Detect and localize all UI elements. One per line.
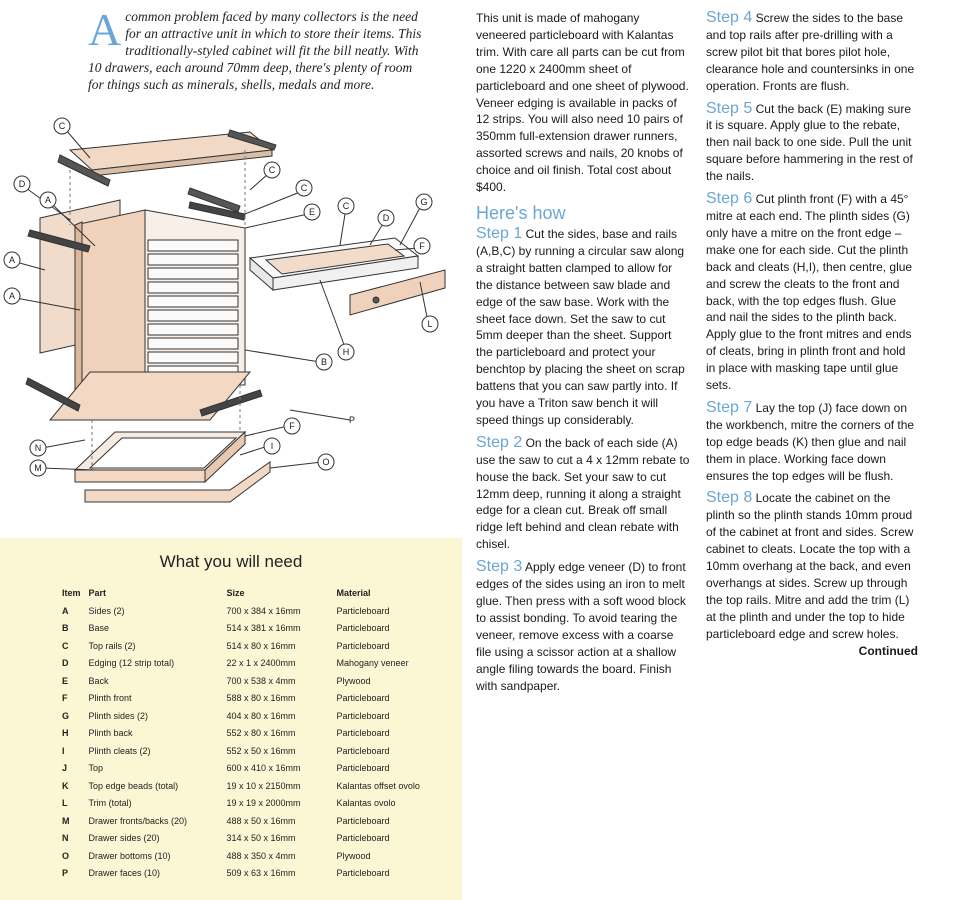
parts-table-header: [58, 586, 424, 602]
continued-label: Continued: [858, 643, 918, 658]
materials-intro: This unit is made of mahogany veneered particleboard with Kalantas trim. With care all parts can be cut from one 1220 x 2400mm sheet of particleboard and one sheet of plywood. Veneer edging is available in packs of 12 strips. You will also need 10 pairs of 350mm full-extension drawer runners, assorted screws and nails, 20 knobs of choice and oil finish. Total cost about $400.: [476, 11, 689, 195]
parts-cell-item: O: [62, 850, 70, 861]
step-7-label: Step 7: [706, 398, 753, 416]
parts-cell-part: Top rails (2): [88, 640, 136, 651]
parts-cell-size: 488 x 350 x 4mm: [226, 850, 296, 861]
step-6-label: Step 6: [706, 190, 753, 208]
parts-cell-item: I: [62, 745, 65, 756]
callout-label: A: [8, 255, 16, 265]
parts-cell-part: Top: [88, 763, 104, 774]
parts-cell-size: 552 x 80 x 16mm: [226, 728, 296, 739]
parts-row: [58, 707, 424, 725]
parts-cell-size: 19 x 19 x 2000mm: [226, 798, 301, 809]
callout-label: F: [289, 421, 295, 431]
header-material: Material: [336, 587, 371, 598]
callout-label: D: [18, 179, 26, 189]
callout-label: A: [8, 291, 16, 301]
parts-cell-material: Particleboard: [336, 833, 390, 844]
callout-label: N: [34, 443, 42, 453]
callout-label: I: [270, 441, 274, 451]
step-8-text: Locate the cabinet on the plinth so the plinth stands 10mm proud of the cabinet at front and sides. Screw cabinet to cleats. Locate the top with a 10mm overhang at the back, and even overhangs at sides. Screw up through the top rails. Mitre and add the trim (L) at the plinth and under the top to hide particleboard edge and screw holes.: [706, 491, 914, 641]
parts-cell-item: P: [62, 868, 69, 879]
parts-cell-material: Particleboard: [336, 815, 390, 826]
step-4-text: Screw the sides to the base and top rails after pre-drilling with a screw pilot bit that bores pilot hole, clearance hole and countersinks in one operation. Fronts are flush.: [706, 11, 915, 93]
step-2: [476, 435, 690, 553]
step-6-text: Cut plinth front (F) with a 45° mitre at each end. The plinth sides (G) only have a mitre on the front edge – make one for each side. Cut the plinth back and cleats (H,I), then centre, glue and screw the cleats to the front and back, with the top edges flush. Glue and nail the sides to the plinth back. Apply glue to the front mitres and ends of cleats, bring in plinth front and hold in place with masking tape until glue sets.: [706, 192, 913, 393]
step-8: [706, 489, 918, 658]
parts-cell-item: N: [62, 833, 69, 844]
step-1: [476, 226, 690, 429]
parts-row: [58, 795, 424, 813]
parts-cell-material: Plywood: [336, 850, 371, 861]
callout-label: M: [34, 463, 42, 473]
parts-cell-size: 552 x 50 x 16mm: [226, 745, 296, 756]
callout-label: L: [427, 319, 433, 329]
step-5: [706, 101, 918, 186]
parts-cell-item: D: [62, 658, 69, 669]
parts-cell-size: 588 x 80 x 16mm: [226, 693, 296, 704]
step-3: [476, 559, 690, 694]
parts-cell-item: C: [62, 640, 69, 651]
parts-cell-item: J: [62, 763, 68, 774]
header-size: Size: [226, 587, 245, 598]
materials-title: What you will need: [159, 552, 303, 571]
step-4-label: Step 4: [706, 9, 753, 26]
callout-label: B: [320, 357, 328, 367]
callout-label: C: [268, 165, 276, 175]
parts-row: [58, 742, 424, 760]
parts-cell-part: Back: [88, 675, 109, 686]
callout-label: A: [44, 195, 52, 205]
parts-cell-item: K: [62, 780, 69, 791]
heres-how-heading: Here's how: [476, 202, 566, 223]
parts-cell-size: 509 x 63 x 16mm: [226, 868, 296, 879]
step-2-label: Step 2: [476, 433, 523, 451]
parts-cell-material: Particleboard: [336, 868, 390, 879]
step-3-text: Apply edge veneer (D) to front edges of the sides using an iron to melt glue. Then press with a soft wood block to assist bonding. To avoid tearing the veneer, remove excess with a coarse file using a scissor action at a shallow angle filing towards the board. Finish with sandpaper.: [476, 560, 686, 693]
parts-row: [58, 725, 424, 743]
parts-row: [58, 620, 424, 638]
parts-cell-part: Plinth back: [88, 728, 133, 739]
parts-cell-part: Edging (12 strip total): [88, 658, 175, 669]
parts-row: [58, 690, 424, 708]
step-8-label: Step 8: [706, 489, 753, 507]
parts-cell-part: Sides (2): [88, 605, 125, 616]
step-7: [706, 400, 918, 485]
parts-cell-item: L: [62, 798, 68, 809]
drawer-face: [350, 270, 445, 315]
parts-row: [58, 812, 424, 830]
parts-cell-part: Drawer fronts/backs (20): [88, 815, 188, 826]
callout-label: F: [419, 241, 425, 251]
parts-cell-size: 600 x 410 x 16mm: [226, 763, 301, 774]
parts-cell-part: Base: [88, 623, 110, 634]
parts-row: [58, 777, 424, 795]
parts-cell-part: Drawer sides (20): [88, 833, 160, 844]
callout-label: D: [382, 213, 390, 223]
parts-cell-material: Particleboard: [336, 763, 390, 774]
step-5-text: Cut the back (E) making sure it is square. Apply glue to the rebate, then nail back to one side. Pull the unit square before hammering in the rest of the nails.: [706, 101, 913, 184]
parts-cell-material: Kalantas ovolo: [336, 798, 396, 809]
parts-cell-material: Kalantas offset ovolo: [336, 780, 420, 791]
parts-cell-part: Drawer bottoms (10): [88, 850, 171, 861]
parts-row: [58, 847, 424, 865]
parts-cell-size: 22 x 1 x 2400mm: [226, 658, 296, 669]
parts-cell-part: Top edge beads (total): [88, 780, 179, 791]
callout-label: C: [58, 121, 66, 131]
parts-cell-size: 700 x 384 x 16mm: [226, 605, 301, 616]
parts-cell-size: 314 x 50 x 16mm: [226, 833, 296, 844]
step-7-text: Lay the top (J) face down on the workbench, mitre the corners of the top edge beads (K) then glue and nail them in place. Working face down ensures the top edges will be flush.: [706, 400, 915, 483]
callout-label: C: [300, 183, 308, 193]
parts-row: [58, 602, 424, 620]
parts-cell-material: Particleboard: [336, 623, 390, 634]
callout-label: O: [322, 457, 330, 467]
callout-label: C: [342, 201, 350, 211]
header-part: Part: [88, 587, 107, 598]
parts-row: [58, 655, 424, 673]
parts-cell-part: Trim (total): [88, 798, 132, 809]
parts-cell-item: E: [62, 675, 69, 686]
parts-row: [58, 760, 424, 778]
parts-cell-item: A: [62, 605, 69, 616]
step-5-label: Step 5: [706, 99, 753, 117]
step-3-label: Step 3: [476, 558, 523, 576]
parts-cell-material: Mahogany veneer: [336, 658, 409, 669]
parts-table: [58, 586, 424, 882]
parts-cell-size: 514 x 381 x 16mm: [226, 623, 301, 634]
step-6: [706, 191, 918, 394]
step-1-label: Step 1: [476, 224, 523, 242]
parts-row: [58, 830, 424, 848]
step-1-text: Cut the sides, base and rails (A,B,C) by running a circular saw along a straight batten clamped to allow for the distance between saw blade and edge of the saw base. Work with the sheet face down. Set the saw to cut 5mm deeper than the sheet. Support the particleboard and protect your benchtop by placing the sheet on scrap battens that you can saw partly into. If you have a Triton saw bench it will speed things up considerably.: [476, 226, 685, 427]
parts-cell-part: Plinth front: [88, 693, 132, 704]
callout-label: P: [348, 415, 356, 425]
parts-row: [58, 672, 424, 690]
parts-cell-material: Particleboard: [336, 640, 390, 651]
parts-cell-part: Drawer faces (10): [88, 868, 161, 879]
step-4: [706, 10, 918, 95]
intro-paragraph: [88, 4, 428, 93]
parts-cell-part: Plinth cleats (2): [88, 745, 151, 756]
intro-text: common problem faced by many collectors is the need for an attractive unit in which to store their items. This traditionally-styled cabinet will fit the bill neatly. With 10 drawers, each around 70mm deep, there's plenty of room for things such as minerals, shells, medals and more.: [88, 9, 422, 92]
header-item: Item: [62, 587, 81, 598]
parts-cell-size: 514 x 80 x 16mm: [226, 640, 296, 651]
parts-cell-item: F: [62, 693, 68, 704]
parts-cell-material: Plywood: [336, 675, 371, 686]
parts-cell-item: G: [62, 710, 70, 721]
drop-cap: A: [88, 4, 122, 55]
parts-cell-size: 404 x 80 x 16mm: [226, 710, 296, 721]
parts-cell-material: Particleboard: [336, 693, 390, 704]
parts-cell-size: 19 x 10 x 2150mm: [226, 780, 301, 791]
instructions-column-2: [706, 10, 918, 660]
parts-cell-material: Particleboard: [336, 728, 390, 739]
parts-cell-size: 488 x 50 x 16mm: [226, 815, 296, 826]
parts-cell-size: 700 x 538 x 4mm: [226, 675, 296, 686]
parts-cell-material: Particleboard: [336, 745, 390, 756]
exploded-cabinet-diagram: [0, 110, 460, 535]
parts-cell-item: B: [62, 623, 69, 634]
parts-row: [58, 865, 424, 883]
parts-cell-material: Particleboard: [336, 605, 390, 616]
parts-cell-material: Particleboard: [336, 710, 390, 721]
parts-row: [58, 637, 424, 655]
materials-panel: [0, 538, 462, 900]
instructions-column-1: [476, 10, 690, 700]
callout-label: G: [420, 197, 428, 207]
callout-label: E: [308, 207, 316, 217]
callout-label: H: [342, 347, 350, 357]
step-2-text: On the back of each side (A) use the saw to cut a 4 x 12mm rebate to house the back. Set your saw to cut 12mm deep, running it along a straight edge for a clean cut. Break off small ridge left behind and clean rebate with chisel.: [476, 435, 690, 552]
parts-cell-item: M: [62, 815, 70, 826]
parts-cell-part: Plinth sides (2): [88, 710, 149, 721]
parts-cell-item: H: [62, 728, 69, 739]
parts-table-body: [58, 602, 424, 882]
